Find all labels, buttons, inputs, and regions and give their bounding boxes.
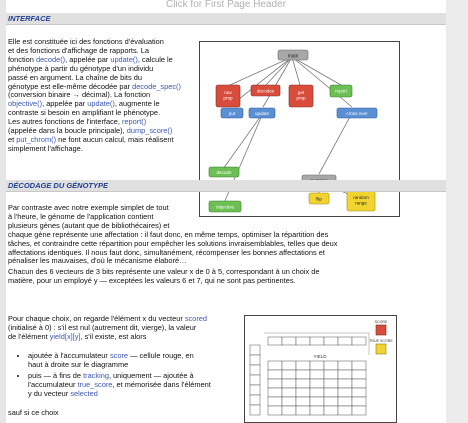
grid-cell — [296, 370, 310, 379]
grid-cell — [268, 361, 282, 370]
code-reference: tracking — [83, 370, 109, 380]
node-report — [330, 85, 352, 97]
node-decodes-label: decodes — [256, 88, 275, 94]
node-decode — [209, 167, 239, 177]
grid-cell — [310, 397, 324, 406]
vector-cell — [310, 337, 324, 345]
bullet-item — [28, 372, 246, 399]
section-title-interface: INTERFACE — [8, 14, 51, 23]
interface-line: (appelée dans la boucle principale), dump_score() — [8, 126, 173, 136]
section-bar-interface — [6, 13, 446, 25]
vector-cell — [250, 405, 260, 415]
interface-line: génotype est elle-même décodée par decode_spec() — [8, 81, 181, 91]
code-reference: true_score — [77, 379, 113, 389]
node-decodes — [251, 85, 280, 96]
decodage-p3-line: (initialisé à 0) : s'il est nul (autrement dit, vierge), la valeur — [8, 322, 197, 332]
node-flip — [309, 193, 329, 204]
interface-line: Elle est constituée ici des fonctions d'évaluation — [8, 37, 164, 46]
grid-cell — [296, 379, 310, 388]
grid-cell — [352, 388, 366, 397]
grid-cell — [324, 388, 338, 397]
node-put — [221, 108, 243, 118]
vector-cell — [268, 337, 282, 345]
code-reference: report() — [121, 117, 147, 127]
decodage-p1-line: tâches, et contraindre cette répartition pour empêcher les solutions invraisemblables, telles que deux — [8, 238, 338, 248]
decodage-paragraph-3 — [8, 315, 236, 342]
decodage-p1-line: plusieurs gènes (autant que de bibliothécaires) et — [8, 220, 170, 230]
decodage-bullet-list — [16, 352, 246, 401]
interface-line: phénotype à partir du génotype d'un individu — [8, 63, 154, 73]
grid-cell — [310, 406, 324, 415]
node-get-prop — [289, 85, 313, 107]
grid-cell — [338, 397, 352, 406]
code-reference: decode() — [35, 54, 66, 64]
grid-cell — [282, 361, 296, 370]
decodage-p3-line: de l'élément yield[x][y], s'il existe, est alors — [8, 331, 147, 341]
code-reference: decode_spec() — [132, 81, 181, 91]
interface-line: Les autres fonctions de l'interface, report() — [8, 117, 147, 127]
decodage-p1-line: à l'heure, le génome de l'application contient — [8, 211, 154, 221]
grid-label-true-score: TRUE SCORE — [369, 339, 393, 343]
bullet-line: y du vecteur selected — [28, 388, 98, 398]
score-grid-diagram — [244, 315, 397, 423]
interface-line: fonction decode(), appelée par update(), calcule le — [8, 54, 173, 64]
node-raw-prop-label: raw prop — [223, 90, 233, 101]
decodage-p3-line: Pour chaque choix, on regarde l'élément x du vecteur scored — [8, 314, 208, 323]
node-raw-prop — [216, 85, 240, 107]
grid-cell — [338, 361, 352, 370]
vector-cell — [250, 385, 260, 395]
decodage-tail: sauf si ce choix — [8, 408, 59, 417]
grid-cell — [338, 388, 352, 397]
right-scroll-area[interactable] — [446, 0, 468, 423]
grid-cell — [352, 361, 366, 370]
bullet-line: haut à droite sur le diagramme — [28, 359, 129, 369]
interface-line: simplement l'affichage. — [8, 143, 83, 153]
grid-cell — [268, 379, 282, 388]
grid-cell — [268, 397, 282, 406]
grid-cell — [352, 406, 366, 415]
grid-cell — [352, 370, 366, 379]
node-random-range-label: random range — [353, 195, 369, 206]
grid-cell — [282, 388, 296, 397]
grid-cell — [310, 379, 324, 388]
grid-cell — [296, 397, 310, 406]
node-main — [278, 50, 308, 60]
decodage-paragraph-2 — [8, 268, 444, 286]
decodage-p1-line: affectations identiques. Il nous faut donc, simultanément, récompenser les bonnes affectations et — [8, 247, 325, 257]
vector-cell — [250, 365, 260, 375]
interface-paragraph — [8, 38, 198, 154]
grid-cell — [310, 388, 324, 397]
interface-line: et put_chrom() ne font aucun calcul, mais réalisent — [8, 134, 174, 144]
vector-cell — [338, 337, 352, 345]
code-reference: update() — [87, 99, 115, 109]
code-reference: yield[x][y] — [49, 331, 81, 341]
grid-cell — [296, 406, 310, 415]
grid-cell — [338, 370, 352, 379]
vector-cell — [250, 395, 260, 405]
decodage-p1-line: Par contraste avec notre exemple simplet de tout — [8, 203, 169, 212]
grid-cell — [324, 397, 338, 406]
code-reference: objective() — [8, 99, 43, 109]
decodage-paragraph-1 — [8, 204, 444, 266]
page-header-placeholder[interactable]: Click for First Page Header — [165, 0, 287, 10]
decodage-p1-line: chaque gène représente une affectation : il faut donc, en même temps, optimiser la répartition des — [8, 229, 329, 239]
vector-cell — [352, 337, 366, 345]
grid-cell — [338, 379, 352, 388]
vector-cell — [250, 355, 260, 365]
code-reference: selected — [70, 388, 98, 398]
code-reference: update() — [110, 54, 138, 64]
node-cross-over — [337, 108, 377, 118]
grid-cell — [310, 370, 324, 379]
section-bar-decodage — [6, 180, 446, 192]
code-reference: scored — [184, 314, 208, 323]
grid-cell — [310, 361, 324, 370]
grid-cell — [296, 388, 310, 397]
bullet-line: • ajoutée à l'accumulateur score — cellule rouge, en — [28, 351, 194, 360]
interface-line: objective(), appelée par update(), augmente le — [8, 99, 160, 109]
bullet-line: l'accumulateur true_score, et mémorisée dans l'élément — [28, 379, 211, 389]
decodage-p1-line: pénaliser les mauvaises, d'où le mécanisme élaboré… — [8, 256, 187, 266]
bullet-line: • puis — à fins de tracking, uniquement — ajoutée à — [28, 370, 194, 380]
vector-cell — [296, 337, 310, 345]
vector-cell — [250, 375, 260, 385]
node-main-label: main — [287, 53, 299, 60]
grid-cell — [282, 406, 296, 415]
grid-cell — [268, 370, 282, 379]
grid-cell — [324, 361, 338, 370]
grid-cell — [324, 370, 338, 379]
grid-cell — [324, 379, 338, 388]
vector-cell — [250, 345, 260, 355]
true-score-cell-yellow — [376, 344, 386, 354]
code-reference: dump_score() — [126, 126, 173, 136]
interface-line: (conversion binaire → décimal). La fonction — [8, 90, 151, 100]
node-decode-label: decode — [216, 170, 232, 175]
document-page — [6, 0, 446, 423]
node-update-label: update — [254, 111, 270, 116]
section-title-decodage: DÉCODAGE DU GÉNOTYPE — [8, 181, 109, 190]
grid-cell — [338, 406, 352, 415]
node-put-label: put — [228, 111, 236, 116]
grid-cell — [296, 361, 310, 370]
vector-cell — [324, 337, 338, 345]
node-update — [249, 108, 275, 118]
node-get-prop-label: get prop — [296, 90, 306, 101]
grid-cell — [268, 388, 282, 397]
grid-cell — [282, 379, 296, 388]
node-objective-label: objective — [215, 204, 235, 210]
grid-cell — [268, 406, 282, 415]
node-cross-over-label: cross over — [346, 111, 368, 116]
grid-cell — [324, 406, 338, 415]
interface-line: passé en argument. La chaîne de bits du — [8, 72, 142, 82]
code-reference: score — [109, 351, 129, 360]
interface-line: contraste si besoin en amplifiant le phénotype. — [8, 108, 161, 118]
decodage-p2-line: Chacun des 6 vecteurs de 3 bits représente une valeur x de 0 à 5, correspondant à un choix de — [8, 267, 320, 276]
score-cell-red — [376, 325, 386, 335]
node-report-label: report — [334, 88, 348, 94]
grid-cell — [282, 397, 296, 406]
vector-cell — [282, 337, 296, 345]
grid-cell — [352, 397, 366, 406]
interface-line: et des fonctions d'affichage de rapports. La — [8, 45, 149, 55]
grid-label-score: SCORE — [374, 320, 388, 324]
grid-cell — [352, 379, 366, 388]
node-flip-label: flip — [316, 196, 322, 202]
code-reference: put_chrom() — [16, 134, 57, 144]
bullet-item — [28, 352, 246, 370]
decodage-p2-line: matière, pour un employé y — exceptées les valeurs 6 et 7, qui ne sont pas pertinentes. — [8, 275, 296, 285]
grid-cell — [282, 370, 296, 379]
grid-label-center: YIELD — [313, 354, 327, 359]
